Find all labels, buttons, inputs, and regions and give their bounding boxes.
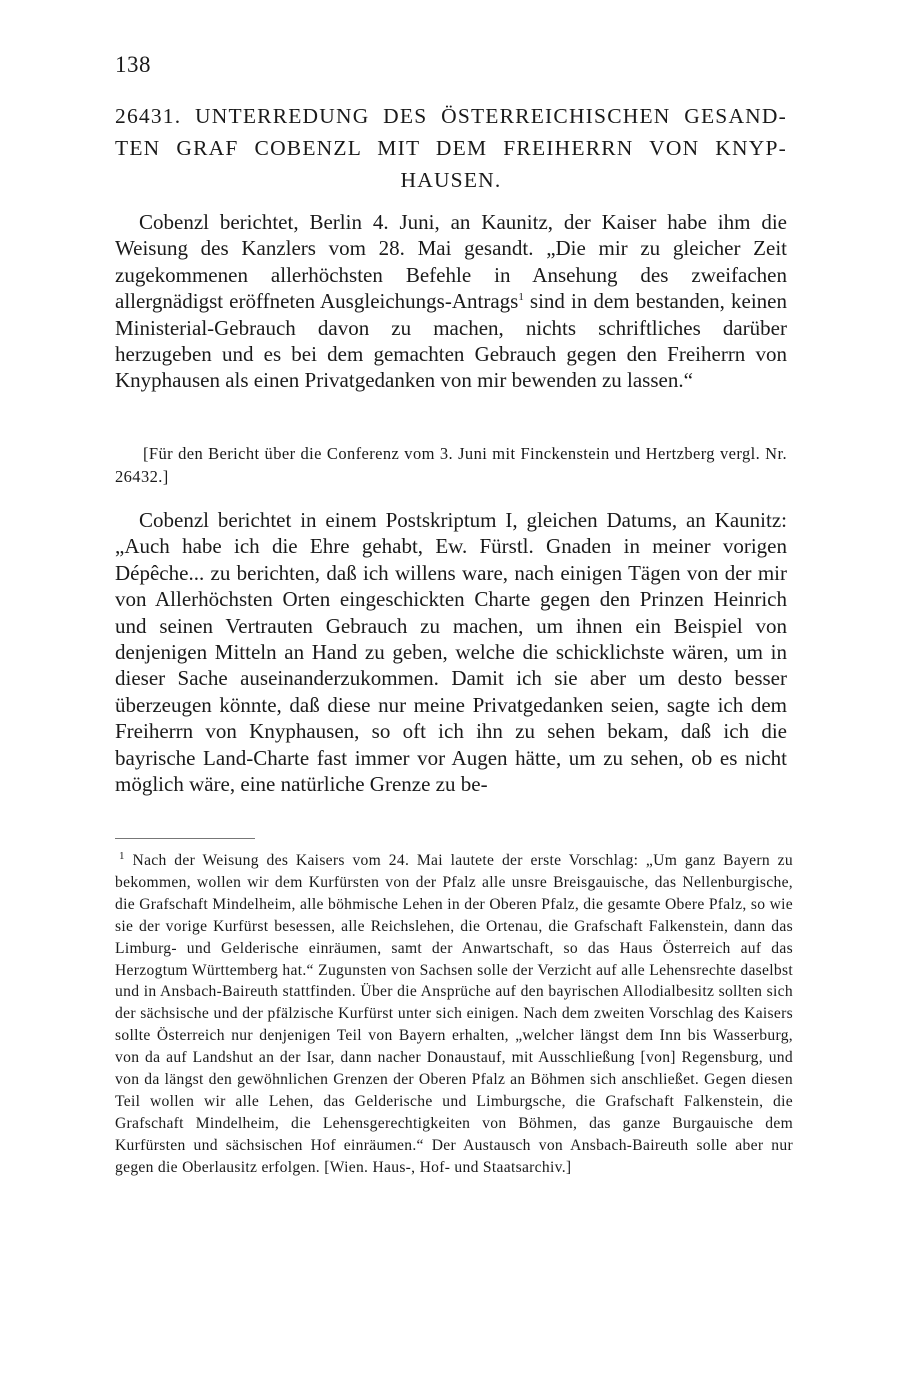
footnote-number: 1 — [119, 849, 125, 862]
footnote-reference: 1 — [518, 291, 524, 304]
paragraph-report — [115, 209, 787, 394]
heading-line-2: TEN GRAF COBENZL MIT DEM FREIHERRN VON KNYP- — [115, 136, 787, 160]
heading-line-3: HAUSEN. — [400, 168, 502, 192]
paragraph-postscript: Cobenzl berichtet in einem Postskriptum I, gleichen Datums, an Kaunitz: „Auch habe ich die Ehre gehabt, Ew. Fürstl. Gnaden in meiner vorigen Dépêche... zu berichten, daß ich willens ware, nach einigen Tägen von der mir von Allerhöchsten Orten eingeschickten Charte gegen den Prinzen Heinrich und seinen Vertrauten Gebrauch zu machen, um ihnen ein Beispiel von denjenigen Mitteln an Hand zu geben, welche die schicklichste wären, um in dieser Sache auseinanderzukommen. Damit ich sie aber um desto besser überzeugen könnte, daß diese nur meine Privatgedanken seien, sagte ich dem Freiherrn von Knyphausen, so oft ich ihn zu sehen bekam, daß ich die bayrische Land-Charte fast immer vor Augen hätte, um zu sehen, ob es nicht möglich wäre, eine natürliche Grenze zu be- — [115, 508, 787, 797]
footnote-divider — [115, 838, 255, 839]
page-number: 138 — [115, 52, 151, 77]
editorial-note: [Für den Bericht über die Conferenz vom 3. Juni mit Finckenstein und Hertzberg vergl. Nr. 26432.] — [115, 444, 787, 486]
paragraph-report-text: Cobenzl berichtet, Berlin 4. Juni, an Kaunitz, der Kaiser habe ihm die Weisung des Kanzlers vom 28. Mai gesandt. „Die mir zu gleicher Zeit zugekommenen allerhöchsten Befehle in Ansehung des zweifachen allergnädigst eröffneten Ausgleichungs-Antrags — [115, 210, 787, 314]
paragraph-report-continuation: sind in dem bestanden, keinen Ministerial-Gebrauch davon zu machen, nichts schriftliches darüber herzugeben und es bei dem gemachten Gebrauch gegen den Freiherrn von Knyphausen als einen Privatgedanken von mir bewenden zu lassen.“ — [115, 289, 787, 393]
footnote-text: Nach der Weisung des Kaisers vom 24. Mai lautete der erste Vorschlag: „Um ganz Bayern zu bekommen, wollen wir dem Kurfürsten von der Pfalz alle unsre Breisgauische, das Nellenburgische, die Grafschaft Mindelheim, alle böhmische Lehen in der Oberen Pfalz, die gesamte Obere Pfalz, so wie sie der vorige Kurfürst besessen, alle Reichslehen, die Ortenau, die Grafschaft Falkenstein, dann das Limburg- und Gelderische einräumen, samt der Anwartschaft, so das Haus Österreich auf das Herzogtum Württemberg hat.“ Zugunsten von Sachsen solle der Verzicht auf alle Lehensrechte daselbst und in Ansbach-Baireuth stattfinden. Über die Ansprüche auf den bayrischen Allodialbesitz sollten sich der sächsische und der pfälzische Kurfürst unter sich einigen. Nach dem zweiten Vorschlag des Kaisers sollte Österreich nur denjenigen Teil von Bayern erhalten, „welcher längst dem Inn bis Wasserburg, von da auf Landshut an der Isar, dann nacher Donaustauf, mit Ausschließung [von] Regensburg, und von da längst den gewöhnlichen Grenzen der Oberen Pfalz an Böhmen sich anschließet. Gegen diesen Teil wollen wir alle Lehen, das Gelderische und Limburgsche, die Grafschaft Falkenstein, die Grafschaft Mindelheim, die Lehensgerechtigkeiten von Böhmen, das ganze Burgauische dem Kurfürsten und sächsischen Hof einräumen.“ Der Austausch von Ansbach-Baireuth solle aber nur gegen die Oberlausitz erfolgen. [Wien. Haus-, Hof- und Staatsarchiv.] — [115, 852, 793, 1176]
footnote — [115, 850, 793, 1179]
document-heading — [115, 100, 787, 196]
heading-line-1: 26431. UNTERREDUNG DES ÖSTERREICHISCHEN GESAND- — [115, 104, 787, 128]
